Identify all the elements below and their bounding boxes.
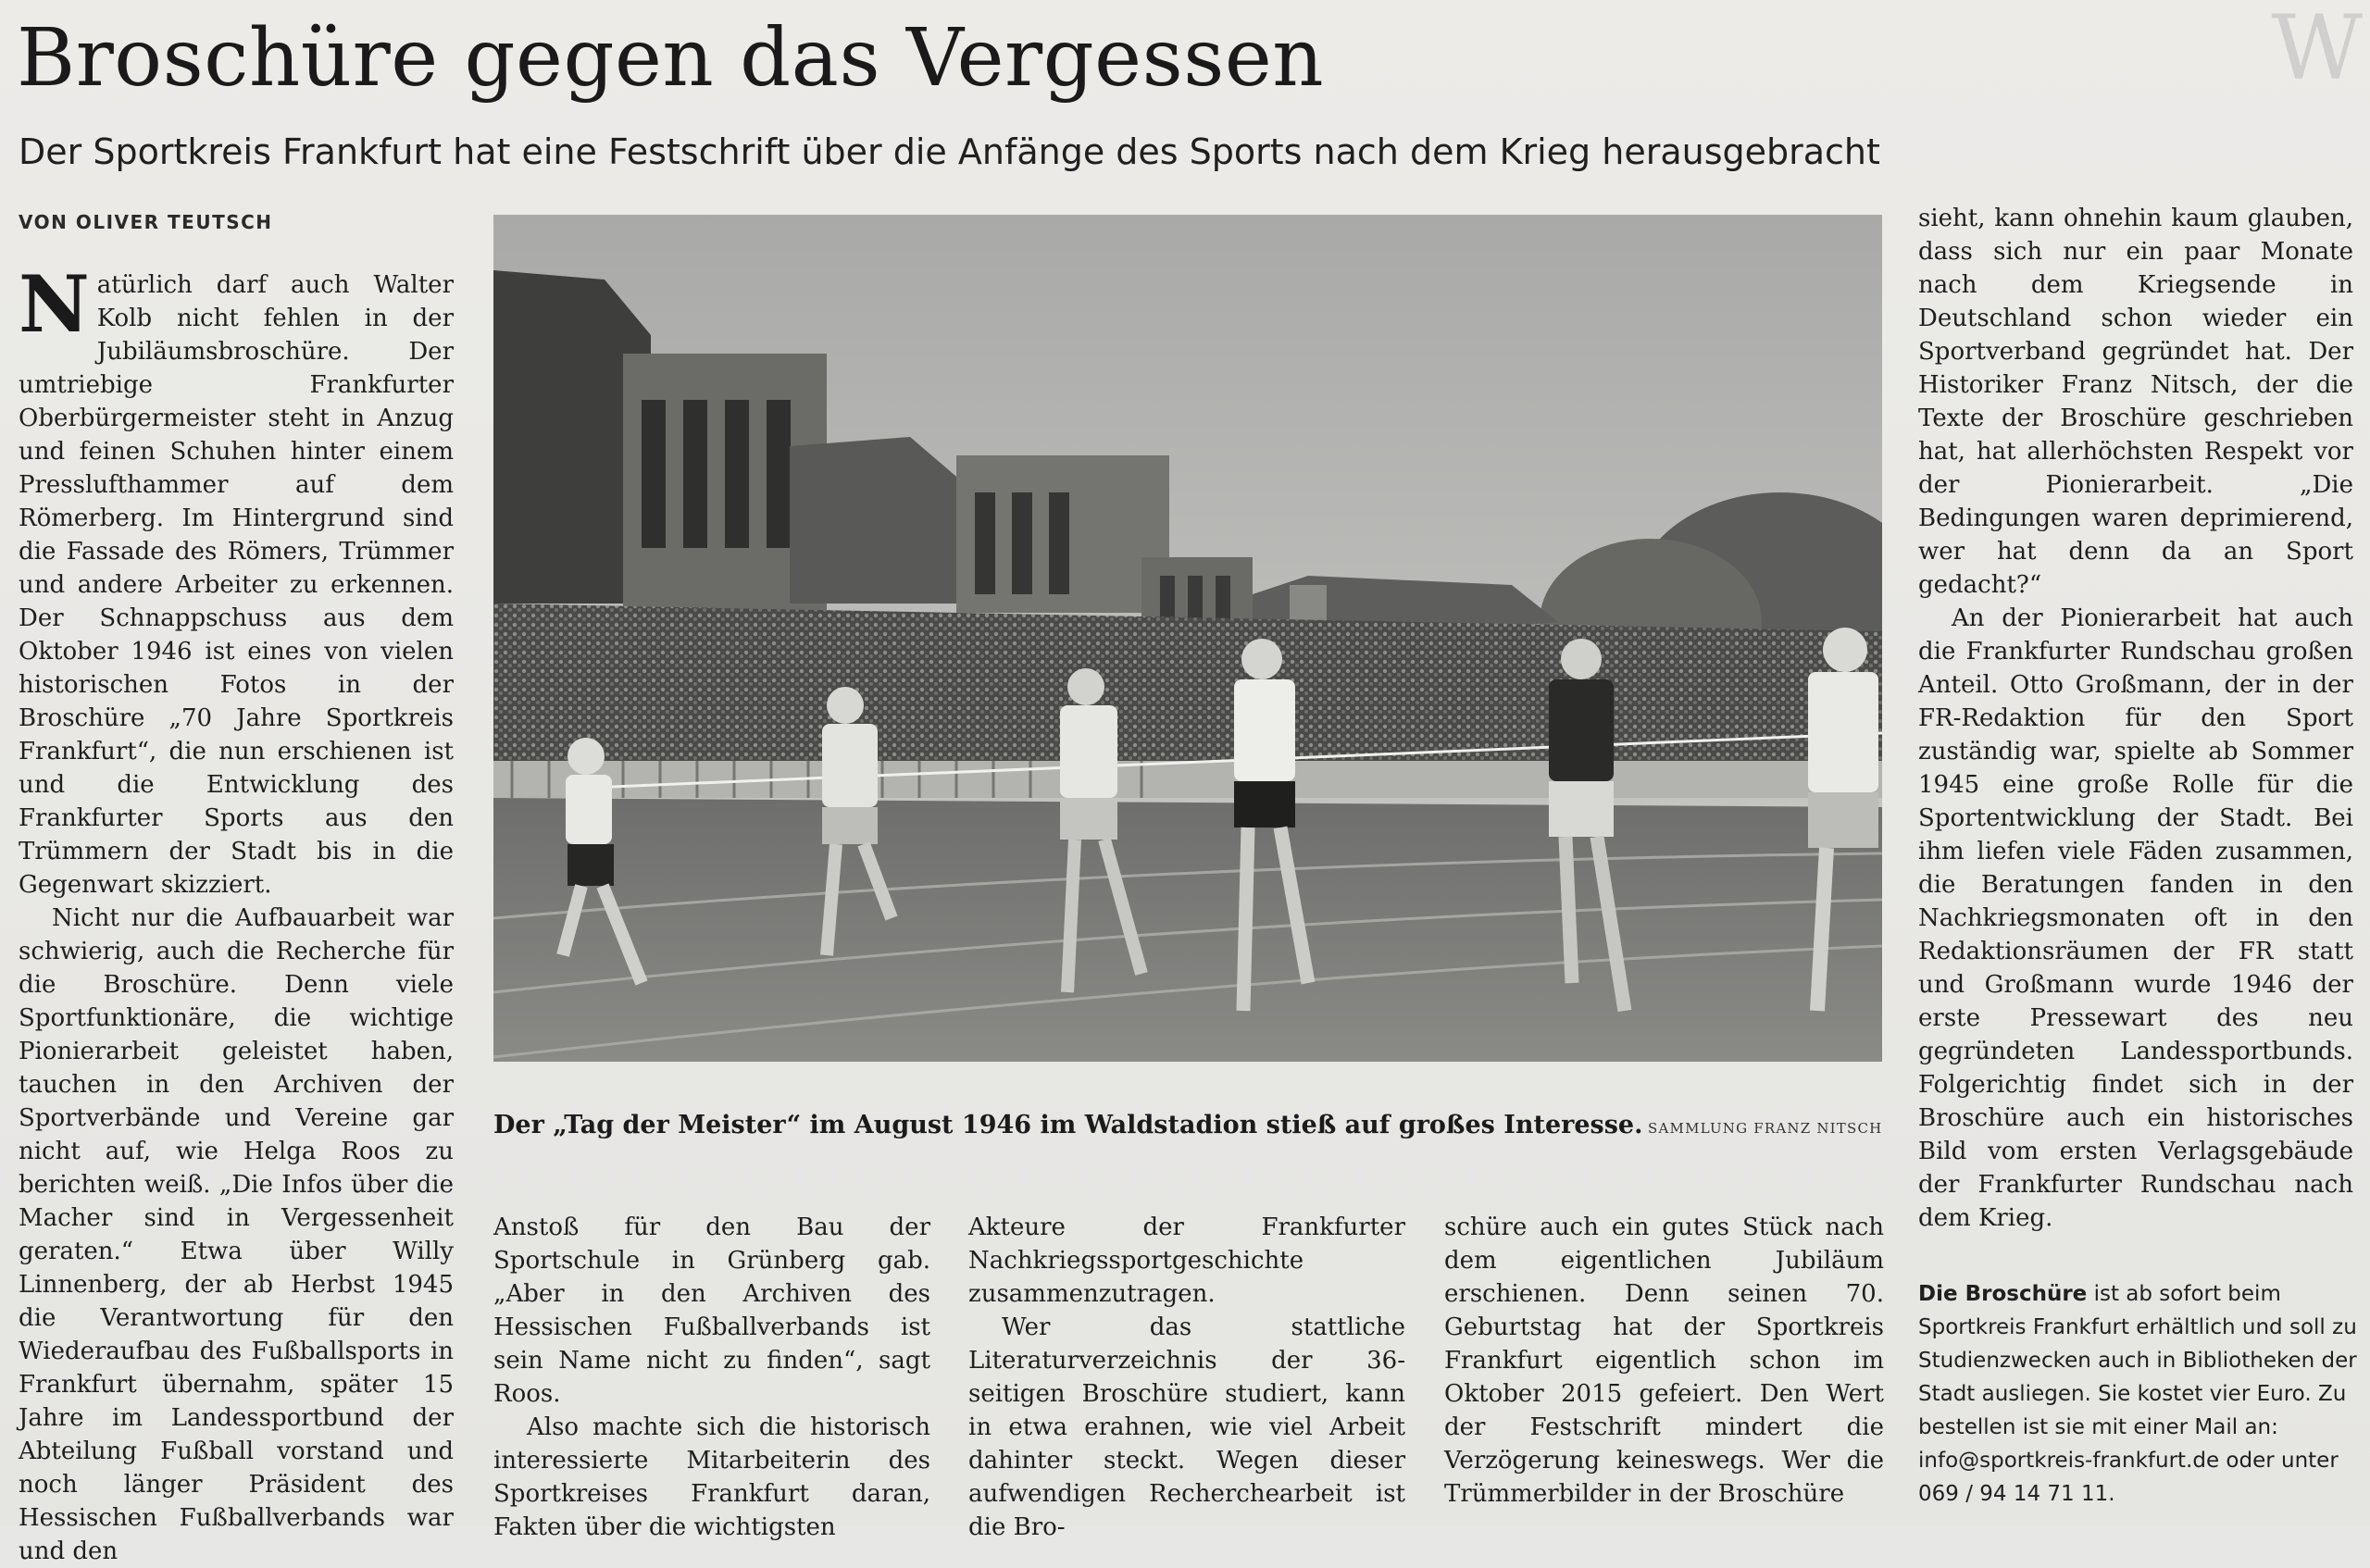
info-box-text: ist ab sofort beim Sportkreis Frankfurt erhältlich und soll zu Studienzwecken auch in Bibliotheken der Stadt ausliegen. Sie kostet vier Euro. Zu bestellen ist sie mit einer Mail an: info@sportkreis-frankfurt.de oder unter 069 / 94 14 71 11. [1918, 1282, 2357, 1506]
bleed-through-initial: W [2271, 0, 2363, 100]
byline: VON OLIVER TEUTSCH [19, 211, 273, 233]
paragraph: Nicht nur die Aufbauarbeit war schwierig, auch die Recherche für die Broschüre. Denn viele Sportfunktionäre, die wichtige Pionierarbeit geleistet haben, tauchen in den Archiven der Sportverbände und Vereine gar nicht auf, wie Helga Roos zu berichten weiß. „Die Infos über die Macher sind in Vergessenheit geraten.“ Etwa über Willy Linnenberg, der ab Herbst 1945 die Verantwortung für den Wiederaufbau des Fußballsports in Frankfurt übernahm, später 15 Jahre im Landessportbund der Abteilung Fußball vorstand und noch länger Präsident des Hessischen Fußballverbands war und den [19, 904, 454, 1565]
info-box-lead: Die Broschüre [1918, 1282, 2088, 1306]
photo-stadium-race [493, 215, 1882, 1062]
article-photo [493, 215, 1882, 1062]
article-column-5 [1918, 202, 2353, 1235]
article-column-2 [493, 1211, 930, 1544]
article-column-3 [968, 1211, 1405, 1544]
info-box [1918, 1277, 2359, 1511]
photo-credit: SAMMLUNG FRANZ NITSCH [1648, 1120, 1883, 1137]
paragraph: sieht, kann ohnehin kaum glauben, dass sich nur ein paar Monate nach dem Kriegsende in Deutschland schon wieder ein Sportverband gegründet hat. Der Historiker Franz Nitsch, der die Texte der Broschüre geschrieben hat, hat allerhöchsten Respekt vor der Pionierarbeit. „Die Bedingungen waren deprimierend, wer hat denn da an Sport gedacht?“ [1918, 205, 2353, 599]
drop-cap: N [19, 258, 90, 350]
paragraph: Anstoß für den Bau der Sportschule in Grünberg gab. „Aber in den Archiven des Hessischen Fußballverbands ist sein Name nicht zu finden“, sagt Roos. [493, 1213, 930, 1408]
paragraph-text: atürlich darf auch Walter Kolb nicht fehlen in der Jubiläumsbroschüre. Der umtriebige Frankfurter Oberbürgermeister steht in Anzug und feinen Schuhen hinter einem Presslufthammer auf dem Römerberg. Im Hintergrund sind die Fassade des Römers, Trümmer und andere Arbeiter zu erkennen. Der Schnappschuss aus dem Oktober 1946 ist eines von vielen historischen Fotos in der Broschüre „70 Jahre Sportkreis Frankfurt“, die nun erschienen ist und die Entwicklung des Frankfurter Sports aus den Trümmern der Stadt bis in die Gegenwart skizziert. [19, 271, 454, 899]
article-column-1 [19, 258, 454, 1565]
paragraph: An der Pionierarbeit hat auch die Frankfurter Rundschau großen Anteil. Otto Großmann, der in der FR-Redaktion für den Sport zuständig war, spielte ab Sommer 1945 eine große Rolle für die Sportentwicklung der Stadt. Bei ihm liefen viele Fäden zusammen, die Beratungen fanden in den Nachkriegsmonaten oft in den Redaktionsräumen der FR statt und Großmann wurde 1946 der erste Pressewart des neu gegründeten Landessportbunds. Folgerichtig findet sich in der Broschüre auch ein historisches Bild vom ersten Verlagsgebäude der Frankfurter Rundschau nach dem Krieg. [1918, 604, 2353, 1232]
subheadline: Der Sportkreis Frankfurt hat eine Festschrift über die Anfänge des Sports nach dem Krieg herausgebracht [19, 131, 1880, 172]
article-column-4 [1444, 1211, 1884, 1511]
headline: Broschüre gegen das Vergessen [17, 12, 1325, 105]
bleed-through-text [2092, 0, 2370, 222]
paragraph: Also machte sich die historisch interessierte Mitarbeiterin des Sportkreises Frankfurt daran, Fakten über die wichtigsten [493, 1413, 930, 1541]
paragraph: Akteure der Frankfurter Nachkriegssportgeschichte zusammenzutragen. [968, 1213, 1405, 1308]
paragraph: schüre auch ein gutes Stück nach dem eigentlichen Jubiläum erschienen. Denn seinen 70. Geburtstag hat der Sportkreis Frankfurt eigentlich schon im Oktober 2015 gefeiert. Den Wert der Festschrift mindert die Verzögerung keineswegs. Wer die Trümmerbilder in der Broschüre [1444, 1213, 1884, 1508]
paragraph [19, 258, 454, 902]
paragraph: Wer das stattliche Literaturverzeichnis der 36-seitigen Broschüre studiert, kann in etwa erahnen, wie viel Arbeit dahinter steckt. Wegen dieser aufwendigen Recherchearbeit ist die Bro- [968, 1313, 1405, 1541]
photo-caption: Der „Tag der Meister“ im August 1946 im Waldstadion stieß auf großes Interesse. [493, 1111, 1643, 1139]
